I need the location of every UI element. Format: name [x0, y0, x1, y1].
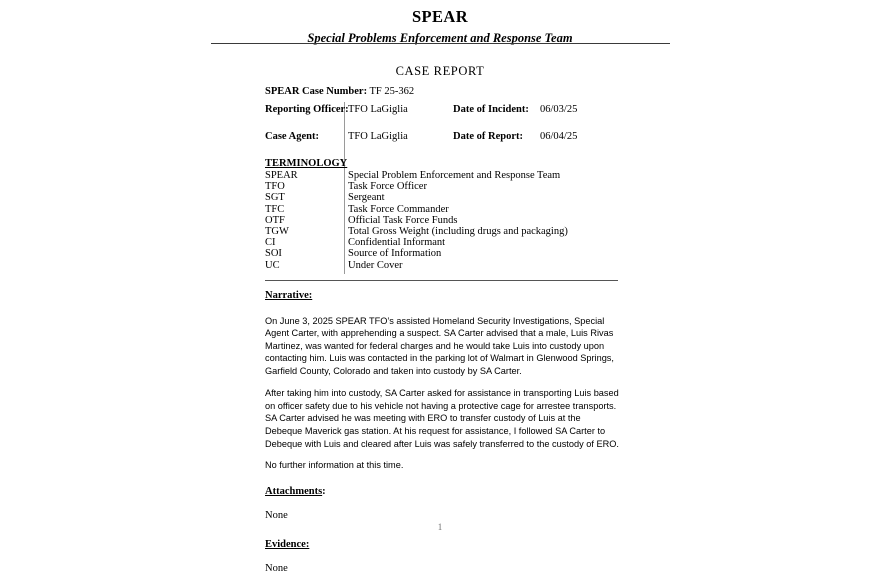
case-header-table [265, 104, 618, 158]
terminology-definition: Under Cover [348, 259, 403, 271]
attachments-heading-label: Attachments [265, 485, 323, 497]
case-number-label: SPEAR Case Number: [265, 86, 368, 97]
terminology-definition: Official Task Force Funds [348, 214, 458, 226]
terminology-section [265, 158, 625, 271]
terminology-definition: Source of Information [348, 248, 442, 260]
spacer [265, 472, 620, 486]
list-item [265, 181, 625, 192]
list-item [265, 237, 625, 248]
terminology-definition: Total Gross Weight (including drugs and packaging) [348, 225, 568, 237]
report-body [265, 290, 620, 576]
terminology-divider-rule [265, 280, 618, 281]
narrative-paragraph: No further information at this time. [265, 460, 404, 471]
narrative-heading-label: Narrative: [265, 290, 313, 301]
terminology-abbr: SGT [265, 192, 285, 204]
case-number-value: TF 25-362 [369, 86, 415, 97]
terminology-abbr: SOI [265, 248, 282, 260]
table-row [265, 104, 618, 131]
page-title: CASE REPORT [395, 64, 485, 78]
terminology-abbr: OTF [265, 214, 285, 226]
list-item [265, 215, 625, 226]
terminology-abbr: CI [265, 237, 276, 249]
attachments-value: None [265, 510, 288, 522]
attachments-heading-colon: : [322, 485, 326, 497]
list-item [265, 248, 625, 259]
spacer [265, 551, 620, 563]
terminology-abbr: TGW [265, 225, 289, 237]
date-of-report-label: Date of Report: [453, 131, 523, 142]
date-of-incident-label: Date of Incident: [453, 104, 529, 115]
table-row [265, 131, 618, 158]
document-masthead [0, 6, 880, 47]
terminology-definition: Sergeant [348, 192, 385, 204]
terminology-definition: Task Force Commander [348, 203, 449, 215]
page-number: 1 [437, 522, 443, 532]
narrative-heading [265, 290, 620, 303]
case-agent-value: TFO LaGiglia [348, 131, 408, 142]
narrative-paragraph: On June 3, 2025 SPEAR TFO’s assisted Homeland Security Investigations, Special Agent Carter, with apprehending a suspect. SA Carter advised that a male, Luis Rivas Martinez, was wanted for federal charges and he would take Luis into custody upon contacting him. Luis was contacted in the parking lot of Walmart in Glenwood Springs, Garfield County, Colorado and taken into custody by SA Carter. [265, 315, 614, 376]
spacer [265, 303, 620, 315]
spacer [265, 377, 620, 387]
spacer [265, 450, 620, 459]
narrative-paragraph: After taking him into custody, SA Carter asked for assistance in transporting Luis based on officer safety due to his vehicle not having a protective cage for arrestee transports. SA Carter advised he was meeting with ERO to transfer custody of Luis at the Debeque Maverick gas station. At his request for assistance, I followed SA Carter to Debeque with Luis and cleared after Luis was safely transferred to the custody of ERO. [265, 388, 619, 449]
organization-subtitle: Special Problems Enforcement and Response Team [307, 31, 573, 46]
terminology-definition: Confidential Informant [348, 237, 446, 249]
list-item [265, 226, 625, 237]
list-item [265, 192, 625, 203]
list-item [265, 260, 625, 271]
attachments-heading [265, 486, 620, 499]
terminology-heading: TERMINOLOGY [265, 158, 348, 169]
evidence-heading [265, 539, 620, 552]
terminology-definition: Special Problem Enforcement and Response Team [348, 170, 561, 182]
date-of-report-value: 06/04/25 [540, 131, 578, 142]
reporting-officer-value: TFO LaGiglia [348, 104, 408, 115]
terminology-abbr: SPEAR [265, 170, 298, 182]
case-agent-label: Case Agent: [265, 131, 319, 142]
terminology-abbr: UC [265, 259, 280, 271]
case-number-row [265, 86, 414, 97]
list-item [265, 204, 625, 215]
terminology-definition: Task Force Officer [348, 181, 427, 193]
organization-title: SPEAR [411, 7, 469, 26]
masthead-divider-rule [211, 43, 670, 44]
terminology-abbr: TFC [265, 203, 285, 215]
date-of-incident-value: 06/03/25 [540, 104, 578, 115]
terminology-abbr: TFO [265, 181, 285, 193]
reporting-officer-label: Reporting Officer: [265, 104, 349, 115]
list-item [265, 170, 625, 181]
spacer [265, 498, 620, 510]
evidence-heading-label: Evidence: [265, 538, 310, 550]
evidence-value: None [265, 563, 288, 575]
